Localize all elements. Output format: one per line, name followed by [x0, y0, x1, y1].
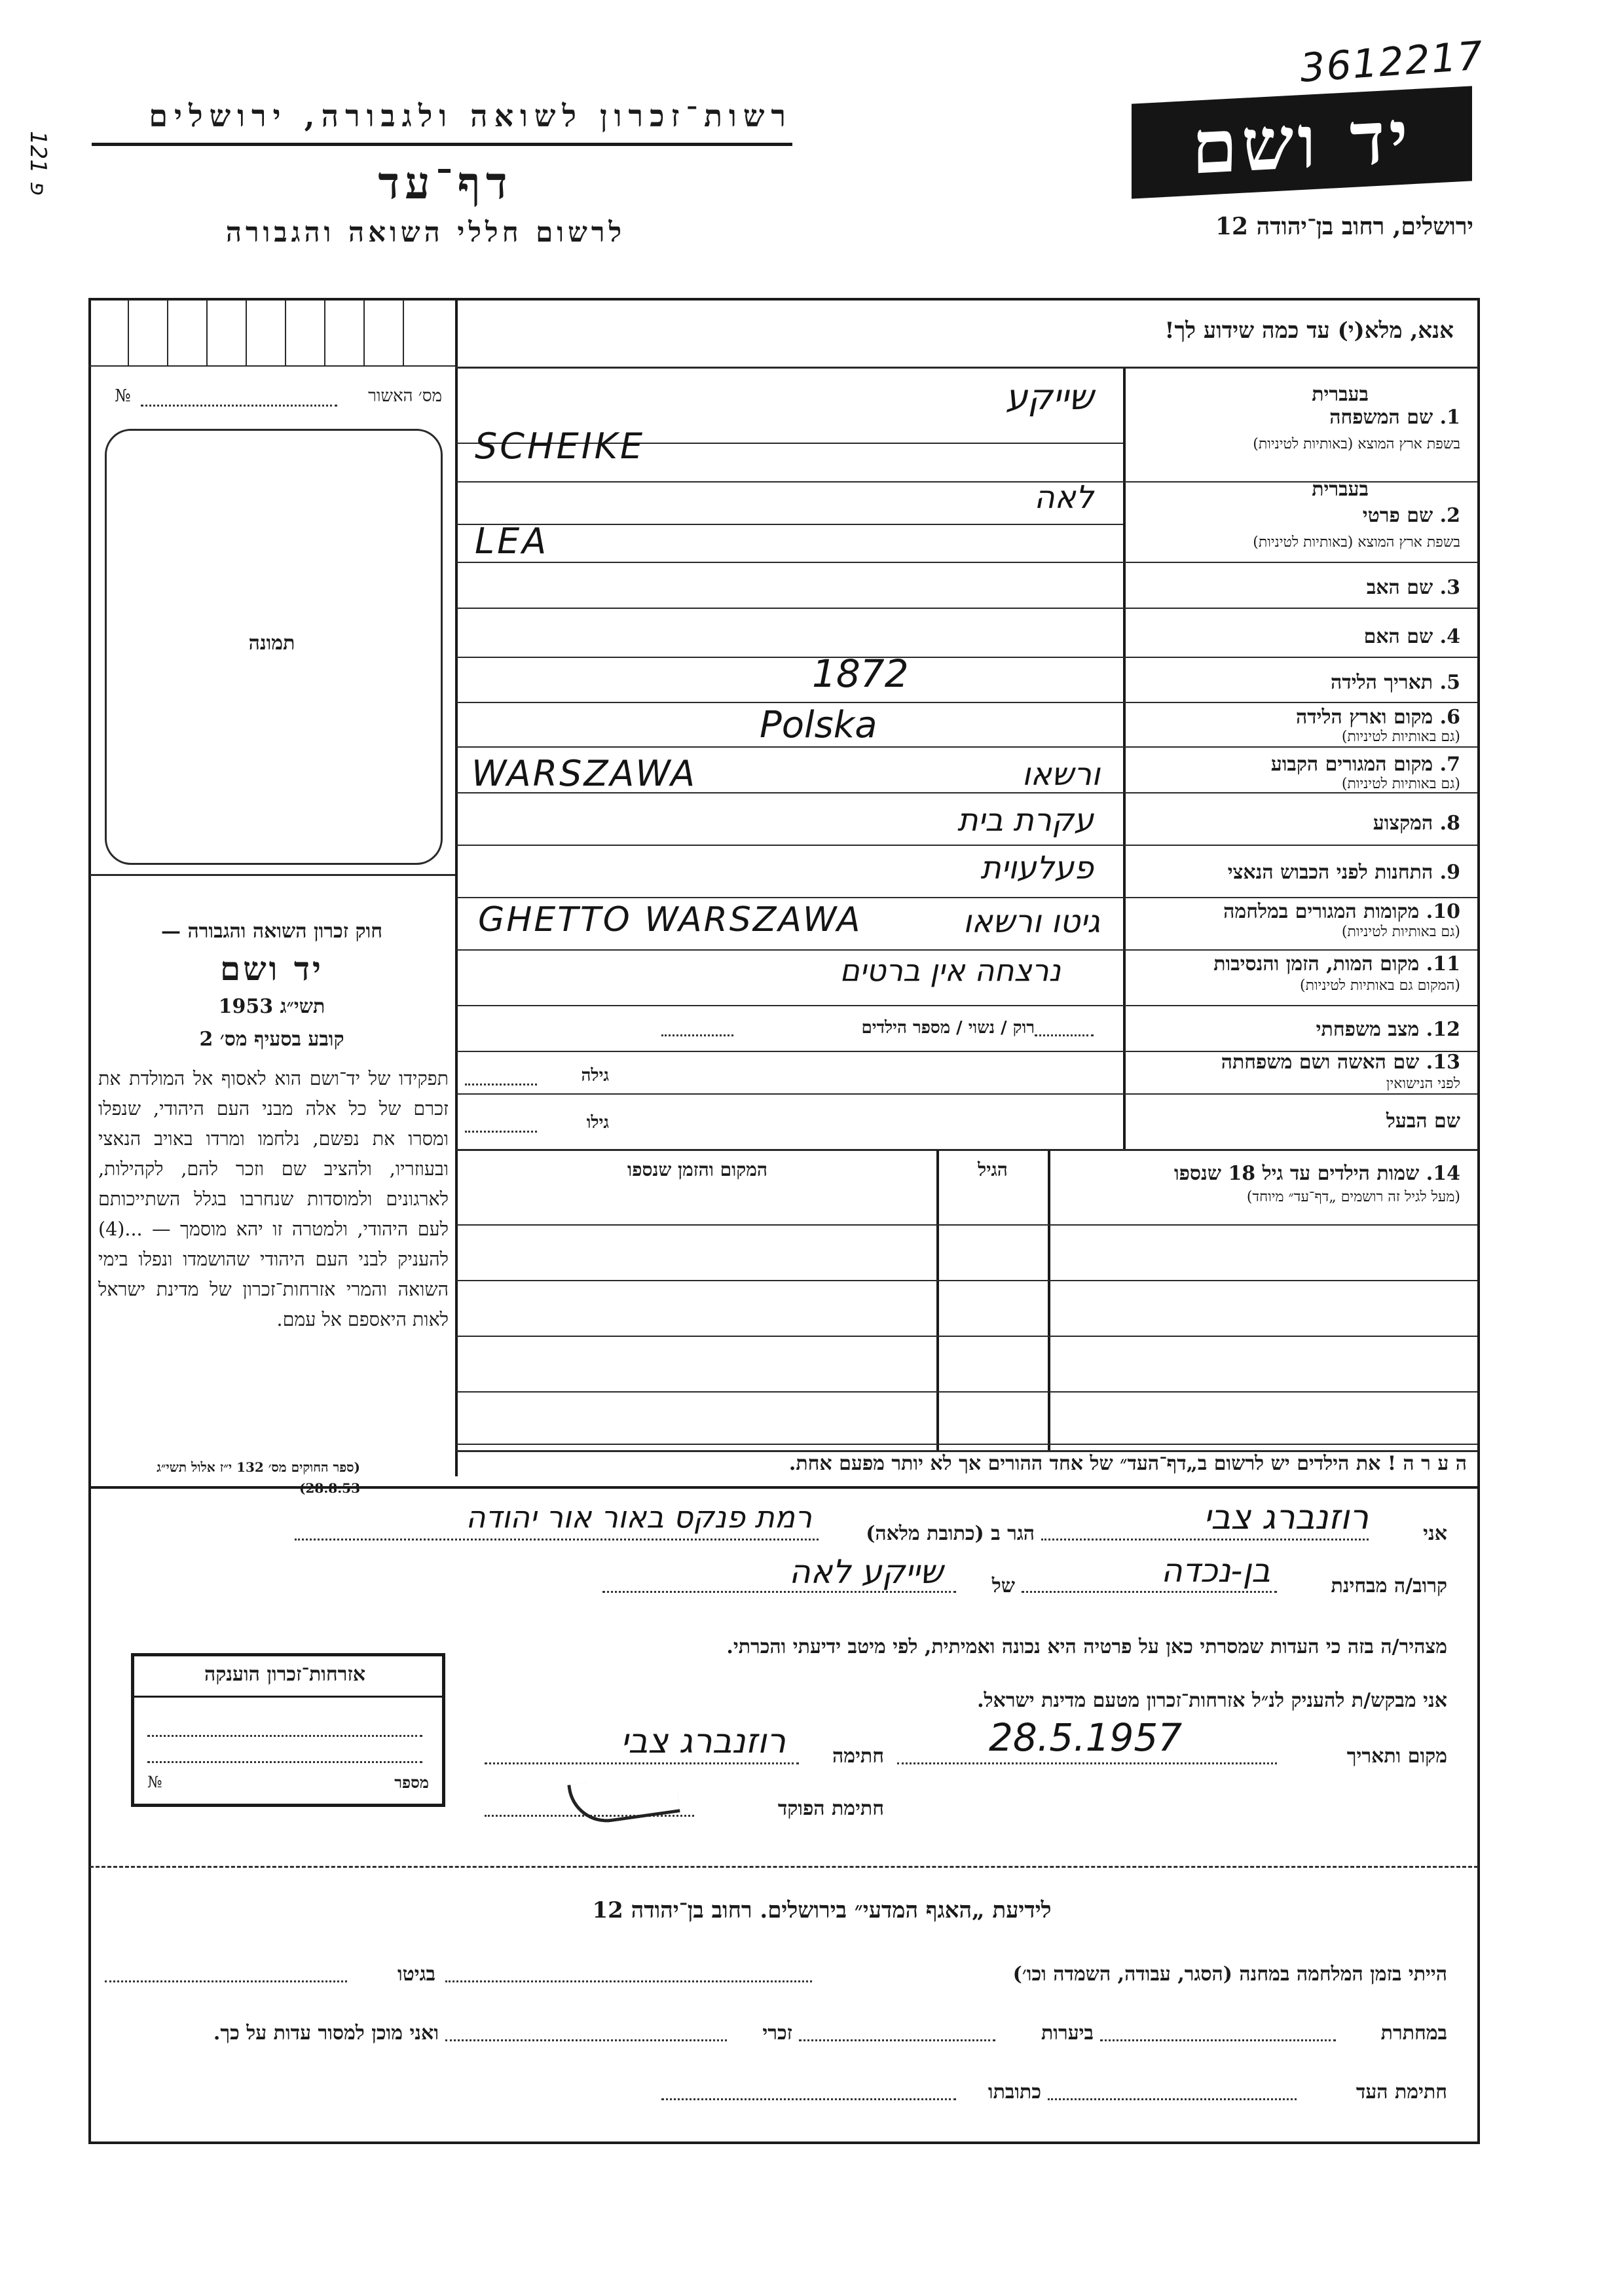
tick-box [128, 300, 129, 365]
declarant-address-dots[interactable] [295, 1539, 819, 1540]
place-date-dots[interactable] [897, 1762, 1277, 1764]
field-6-value[interactable]: Polska [760, 704, 877, 746]
law-year: תשי״ג 1953 [218, 995, 325, 1018]
field-13-sub: לפני הנישואין [1386, 1076, 1460, 1092]
field-7-label [1271, 753, 1460, 776]
relation-label: קרוב/ה מבחינת [1331, 1575, 1447, 1597]
row-line [456, 845, 1477, 846]
header-rule [92, 143, 792, 146]
field-11-sub: (המקום גם באותיות לטיניות) [1300, 977, 1460, 994]
field-1-label-text: שם המשפחה [1329, 406, 1433, 429]
field-2-hebrew-value[interactable]: לאה [1034, 479, 1094, 516]
tick-box [403, 300, 404, 365]
approval-number-symbol: № [115, 386, 131, 406]
underground-dots[interactable] [1100, 2039, 1336, 2041]
field-1-latin-value[interactable]: SCHEIKE [475, 426, 646, 467]
field-12-label-text: מצב משפחתי [1316, 1018, 1420, 1041]
official-signature-mark [567, 1770, 680, 1827]
forests-dots[interactable] [799, 2039, 995, 2041]
tick-box [285, 300, 286, 365]
children-sub: (מעל לגיל זה רושמים „דף־עד״ מיוחד) [1246, 1189, 1460, 1205]
margin-mark: פ 121 [25, 131, 51, 194]
row-line [456, 1093, 1477, 1095]
field-10-label [1223, 900, 1460, 923]
children-col-place: המקום והזמן שנספו [627, 1159, 767, 1180]
law-body: תפקידו של יד־ושם הוא לאסוף אל המולדת את זכרם של כל אלה מבני העם היהודי, שנפלו ומסרו את נפשם, נלחמו ומרדו באויב הנאצי ובעוזריו, ולהציב שם וזכר להם, לקהילות, לארגונים ולמוסדות שנחרבו בגלל השתייכותם לעם היהודי, ולמטרה זו יהא מוסמך — ...(4) להעניק לבני העם היהודי שהושמדו ונפלו בימי השואה והמרי אזרחות־זכרון של מדינת ישראל לאות היאספם אל עמם. [98, 1068, 449, 1330]
field-6-label [1296, 706, 1460, 729]
children-row[interactable] [456, 1391, 1477, 1393]
tick-box [167, 300, 168, 365]
field-13-label [1221, 1051, 1460, 1074]
relation-value[interactable]: בן-נכדה [1161, 1552, 1270, 1590]
date-value[interactable]: 28.5.1957 [989, 1715, 1183, 1760]
field-11-label [1213, 953, 1460, 975]
children-row[interactable] [456, 1336, 1477, 1337]
approval-number-label: מס׳ האשור [368, 386, 442, 406]
statement: מצהיר/ה בזה כי העדות שמסרתי כאן על פרטיה היא נכונה ואמיתית, לפי מיטב ידיעתי והכרתי. [726, 1635, 1447, 1658]
left-col-divider [455, 298, 458, 1476]
field-9-label [1228, 861, 1460, 884]
relative-name-dots[interactable] [602, 1591, 956, 1593]
field-3-label [1367, 576, 1460, 599]
bottom-line2-ready: ואני מוכן למסור עדות על כך. [213, 2022, 439, 2045]
children-col-age: הגיל [978, 1159, 1008, 1180]
tick-box [246, 300, 247, 365]
signature-dots[interactable] [485, 1762, 799, 1764]
field-7-latin-value[interactable]: WARSZAWA [471, 753, 697, 794]
declarant-address[interactable]: רמת פנקס באור אור יהודה [466, 1499, 812, 1535]
field-7-label-text: מקום המגורים הקבוע [1270, 753, 1433, 776]
field-5-value[interactable]: 1872 [812, 651, 909, 696]
frame-top [88, 298, 1480, 301]
signature-value[interactable]: רוזנברג צבי [620, 1722, 786, 1761]
field-4-label [1364, 625, 1460, 648]
citizenship-box [131, 1653, 445, 1807]
field-11-value[interactable]: נרצחה אין ברטים [840, 953, 1061, 988]
citizenship-dots-2[interactable] [147, 1761, 422, 1763]
children-number: 14. [1426, 1162, 1460, 1185]
citizenship-title: אזרחות־זכרון הוענקה [204, 1663, 366, 1686]
field-5-number: 5. [1439, 671, 1460, 694]
field-2-label [1363, 504, 1460, 527]
field-9-number: 9. [1439, 861, 1460, 884]
field-13-label-text: שם האשה ושם משפחתה [1221, 1051, 1420, 1074]
row-line [456, 562, 1477, 563]
law-reference: (ספר החוקים מס׳ 132 י״ז אלול תשי״ג 28.8.53) [157, 1459, 360, 1496]
field-6-sub: (גם באותיות לטיניות) [1341, 729, 1460, 745]
field-12-status-dots[interactable] [1035, 1034, 1094, 1036]
law-clause: קובע בסעיף מס׳ 2 [199, 1028, 344, 1051]
bottom-line1-prefix: הייתי בזמן המלחמה במחנה (הסגר, עבודה, השמדה וכו׳) [1012, 1963, 1447, 1986]
citizenship-number-symbol: № [147, 1773, 162, 1791]
field-12-number: 12. [1426, 1018, 1460, 1041]
instructions-rule [455, 367, 1479, 369]
tick-box [206, 300, 208, 365]
field-4-label-text: שם האם [1363, 625, 1433, 648]
field-1-label [1329, 406, 1460, 429]
form-title: דף־עד [378, 157, 513, 210]
field-12-children-dots[interactable] [661, 1034, 733, 1036]
instructions: אנא, מלא(י) עד כמה שידוע לך! [1164, 318, 1454, 344]
bottom-line3-witness-signature: חתימת העד [1356, 2081, 1447, 2104]
ghetto-dots[interactable] [105, 1980, 347, 1982]
remember-dots[interactable] [445, 2039, 727, 2041]
field-8-number: 8. [1439, 812, 1460, 835]
husband-age-label: גילו [586, 1113, 609, 1133]
law-name: יד ושם [220, 949, 323, 988]
field-9-label-text: התחנות לפני הכבוש הנאצי [1227, 861, 1433, 884]
tick-boxes-bottom [88, 365, 455, 367]
note: ה ע ר ה ! את הילדים יש לרשום ב„דף־העד״ של אחד ההורים אך לא יותר מפעם אחת. [788, 1452, 1467, 1475]
relation-dots[interactable] [1022, 1591, 1277, 1593]
field-13-age-label: גילה [581, 1066, 609, 1085]
field-2-sub: בשפת ארץ המוצא (באותיות לטיניות) [1253, 534, 1460, 551]
field-5-label [1331, 671, 1460, 694]
witness-signature-dots[interactable] [1048, 2098, 1297, 2100]
logo-text: יד ושם [1191, 94, 1412, 191]
approval-number-line [115, 386, 442, 412]
label-col-divider [1123, 367, 1126, 1149]
frame-bottom [88, 2141, 1480, 2144]
bottom-line2-forests: ביערות [1041, 2022, 1094, 2045]
declaration-ani: אני [1423, 1522, 1447, 1545]
resides-label: הגר ב (כתובת מלאה) [866, 1522, 1035, 1545]
field-11-label-text: מקום המות, הזמן והנסיבות [1213, 953, 1420, 975]
yad-vashem-logo [1132, 86, 1472, 198]
field-7-number: 7. [1439, 753, 1460, 776]
bottom-line1-suffix: בגיטו [397, 1963, 435, 1986]
law-title: חוק זכרון השואה והגבורה — [161, 920, 382, 943]
field-9-value[interactable]: פעלעוית [980, 850, 1094, 886]
field-5-label-text: תאריך הלידה [1331, 671, 1433, 694]
children-label [1174, 1162, 1460, 1185]
field-4-number: 4. [1439, 625, 1460, 648]
children-row[interactable] [456, 1444, 1477, 1445]
approval-number-dots[interactable] [141, 405, 337, 407]
husband-age-dots[interactable] [465, 1131, 537, 1133]
bottom-section-rule [90, 1866, 1478, 1870]
declarant-name-dots[interactable] [1041, 1539, 1369, 1540]
request: אני מבקש/ת להעניק לנ״ל אזרחות־זכרון מטעם מדינת ישראל. [977, 1689, 1447, 1712]
declarant-name[interactable]: רוזנברג צבי [1203, 1498, 1369, 1537]
field-7-hebrew-value[interactable]: ורשאו [1022, 756, 1100, 793]
row-line [456, 524, 1123, 525]
field-10-sub: (גם באותיות לטיניות) [1341, 924, 1460, 940]
field-10-label-text: מקומות המגורים במלחמה [1223, 900, 1420, 923]
row-line [456, 1149, 1477, 1151]
field-13-number: 13. [1426, 1051, 1460, 1074]
field-6-label-text: מקום וארץ הלידה [1295, 706, 1433, 729]
field-10-hebrew-value[interactable]: גיטו ורשאו [963, 903, 1100, 940]
row-line [456, 657, 1477, 658]
field-12-options: רוק / נשוי / מספר הילדים [861, 1018, 1035, 1038]
bottom-line3-address: כתובתו [987, 2081, 1041, 2104]
field-2-number: 2. [1439, 504, 1460, 527]
citizenship-number-label: מספר [394, 1773, 429, 1792]
row-line [456, 702, 1477, 703]
field-8-label [1373, 812, 1460, 835]
field-1-tag: בעברית [1312, 383, 1369, 406]
row-line [456, 949, 1477, 951]
witness-address-dots[interactable] [661, 2098, 956, 2100]
signature-label: חתימה [832, 1745, 884, 1768]
husband-name-label: שם הבעל [1386, 1110, 1460, 1133]
children-label-text: שמות הילדים עד גיל 18 שנספו [1173, 1162, 1420, 1185]
field-10-number: 10. [1426, 900, 1460, 923]
field-3-label-text: שם האב [1366, 576, 1433, 599]
photo-label: תמונה [248, 632, 295, 655]
row-line [456, 897, 1477, 898]
field-2-label-text: שם פרטי [1362, 504, 1433, 527]
place-date-label: מקום ותאריך [1346, 1745, 1447, 1768]
official-signature-label: חתימת הפוקד [777, 1797, 884, 1820]
children-row[interactable] [456, 1224, 1477, 1226]
relative-name[interactable]: שייקע לאה [789, 1553, 943, 1591]
of-label: של [991, 1575, 1015, 1597]
children-col-age-left [936, 1150, 939, 1451]
bottom-line2-remember: זכרי [762, 2022, 792, 2045]
field-12-label [1316, 1018, 1460, 1041]
citizenship-title-rule [134, 1696, 442, 1698]
field-6-number: 6. [1439, 706, 1460, 729]
field-11-number: 11. [1426, 953, 1460, 975]
field-1-hebrew-value[interactable]: שייקע [1005, 376, 1094, 418]
citizenship-dots-1[interactable] [147, 1735, 422, 1737]
row-line [456, 1005, 1477, 1006]
bottom-title: לידיעת „האגף המדעי״ בירושלים. רחוב בן־יהודה 12 [592, 1897, 1052, 1923]
field-8-label-text: המקצוע [1373, 812, 1433, 835]
form-subtitle: לרשום חללי השואה והגבורה [225, 216, 626, 248]
tick-box [363, 300, 365, 365]
field-10-latin-value[interactable]: GHETTO WARSZAWA [478, 900, 862, 939]
authority-title: רשות־זכרון לשואה ולגבורה, ירושלים [149, 98, 792, 134]
field-1-sub: בשפת ארץ המוצא (באותיות לטיניות) [1253, 436, 1460, 452]
row-line [456, 608, 1477, 609]
field-13-age-dots[interactable] [465, 1084, 537, 1085]
camp-dots[interactable] [445, 1980, 812, 1982]
field-7-sub: (גם באותיות לטיניות) [1341, 776, 1460, 792]
children-col-age-right [1048, 1150, 1050, 1451]
bottom-line2-underground: במחתרת [1380, 2022, 1447, 2045]
field-1-number: 1. [1439, 406, 1460, 429]
header-address: ירושלים, רחוב בן־יהודה 12 [1215, 213, 1473, 240]
field-2-latin-value[interactable]: LEA [475, 520, 549, 562]
tick-box [324, 300, 325, 365]
field-2-tag: בעברית [1312, 478, 1369, 501]
field-3-number: 3. [1439, 576, 1460, 599]
archive-number: 3612217 [1298, 33, 1486, 92]
row-line [456, 746, 1477, 748]
law-top-rule [90, 874, 455, 876]
field-8-value[interactable]: עקרת בית [957, 802, 1094, 839]
children-row[interactable] [456, 1280, 1477, 1281]
